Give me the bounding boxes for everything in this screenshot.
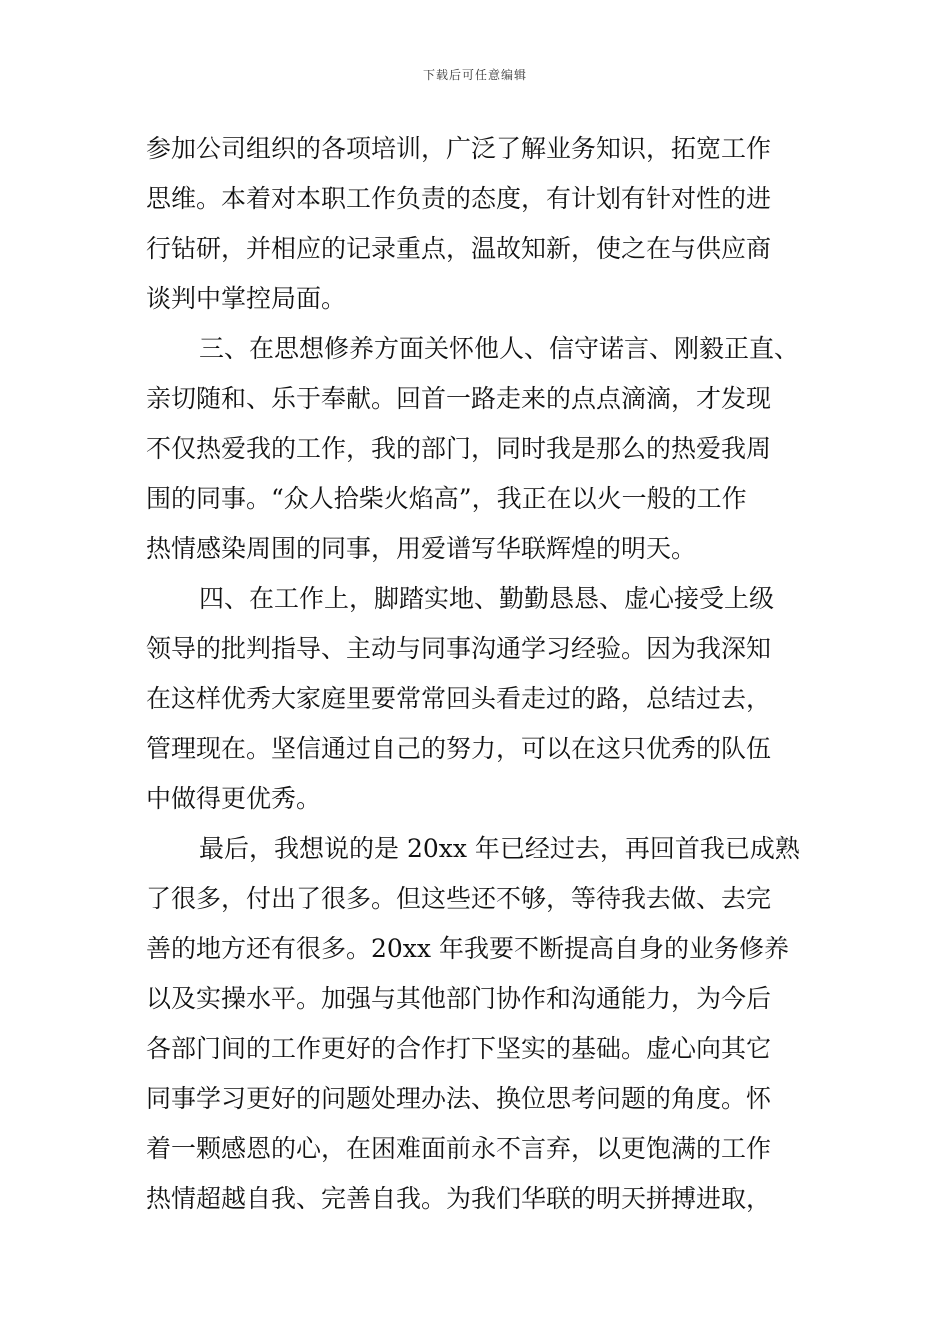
document-body — [146, 124, 808, 1224]
text-line: 热情感染周围的同事，用爱谱写华联辉煌的明天。 — [146, 534, 697, 563]
text-line: 在这样优秀大家庭里要常常回头看走过的路，总结过去， — [146, 684, 772, 713]
text-line: 不仅热爱我的工作，我的部门，同时我是那么的热爱我周 — [146, 434, 772, 463]
text-line: 亲切随和、乐于奉献。回首一路走来的点点滴滴，才发现 — [146, 384, 772, 413]
text-line: 思维。本着对本职工作负责的态度，有计划有针对性的进 — [146, 184, 772, 213]
text-line: 中做得更优秀。 — [146, 784, 322, 813]
text-line: 行钻研，并相应的记录重点，温故知新，使之在与供应商 — [146, 234, 772, 263]
text-line: 最后，我想说的是 20xx 年已经过去，再回首我已成熟 — [199, 834, 800, 863]
text-line: 三、在思想修养方面关怀他人、信守诺言、刚毅正直、 — [199, 334, 800, 363]
text-line: 围的同事。“众人拾柴火焰高”，我正在以火一般的工作 — [146, 484, 747, 513]
text-line: 管理现在。坚信通过自己的努力，可以在这只优秀的队伍 — [146, 734, 772, 763]
text-line: 以及实操水平。加强与其他部门协作和沟通能力，为今后 — [146, 984, 772, 1013]
text-line: 谈判中掌控局面。 — [146, 284, 347, 313]
text-line: 着一颗感恩的心，在困难面前永不言弃，以更饱满的工作 — [146, 1134, 772, 1163]
text-line: 参加公司组织的各项培训，广泛了解业务知识，拓宽工作 — [146, 134, 772, 163]
text-line: 热情超越自我、完善自我。为我们华联的明天拼搏进取， — [146, 1184, 772, 1213]
text-line: 善的地方还有很多。20xx 年我要不断提高自身的业务修养 — [146, 934, 789, 963]
text-line: 了很多，付出了很多。但这些还不够，等待我去做、去完 — [146, 884, 772, 913]
text-line: 各部门间的工作更好的合作打下坚实的基础。虚心向其它 — [146, 1034, 772, 1063]
text-line: 四、在工作上，脚踏实地、勤勤恳恳、虚心接受上级 — [199, 584, 775, 613]
text-line: 同事学习更好的问题处理办法、换位思考问题的角度。怀 — [146, 1084, 772, 1113]
text-line: 领导的批判指导、主动与同事沟通学习经验。因为我深知 — [146, 634, 772, 663]
page-header: 下载后可任意编辑 — [422, 68, 527, 82]
